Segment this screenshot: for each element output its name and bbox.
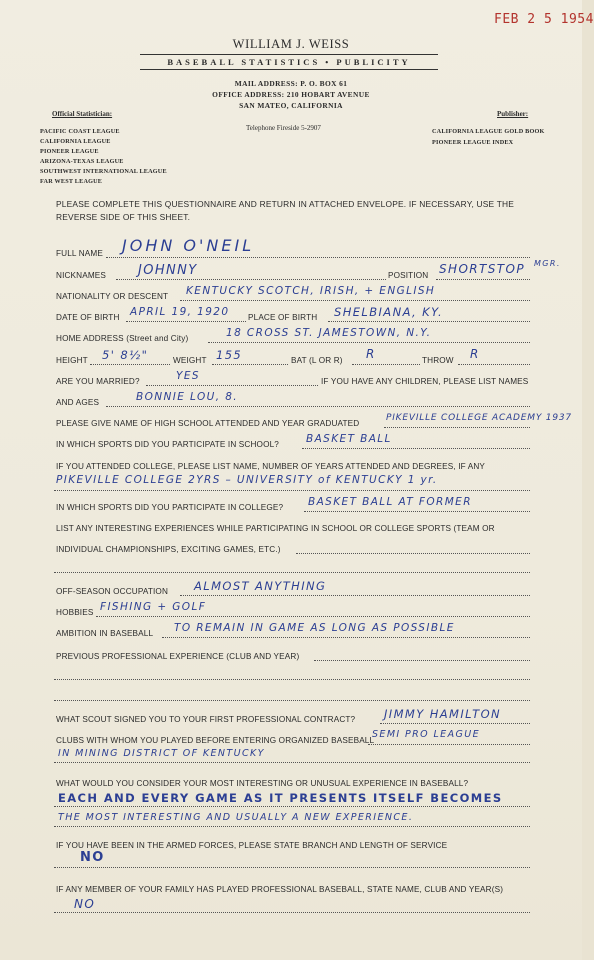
publication-item: CALIFORNIA LEAGUE GOLD BOOK [432,128,545,135]
publication-item: PIONEER LEAGUE INDEX [432,139,514,146]
nationality-line [180,300,530,301]
married-answer: YES [176,370,200,382]
height-answer: 5' 8½" [102,348,149,362]
statistician-heading: Official Statistician: [52,110,113,118]
position-line [436,279,530,280]
league-item: ARIZONA-TEXAS LEAGUE [40,158,124,165]
children-label: IF YOU HAVE ANY CHILDREN, PLEASE LIST NAMES [321,377,529,386]
unusual-answer-2: THE MOST INTERESTING AND USUALLY A NEW EXPERIENCE. [58,812,414,823]
previous-pro-extra-line [54,679,530,680]
scout-label: WHAT SCOUT SIGNED YOU TO YOUR FIRST PROFESSIONAL CONTRACT? [56,715,356,724]
ages-label: AND AGES [56,398,100,407]
college-answer: PIKEVILLE COLLEGE 2YRS – UNIVERSITY of KENTUCKY 1 yr. [56,474,438,486]
family-line [54,912,530,913]
publisher-heading: Publisher: [497,110,529,118]
unusual-line-2 [54,826,530,827]
college-sports-line [304,511,530,512]
office-address: OFFICE ADDRESS: 210 HOBART AVENUE [212,90,370,99]
high-school-label: PLEASE GIVE NAME OF HIGH SCHOOL ATTENDED AND YEAR GRADUATED [56,419,360,428]
full-name-answer: JOHN O'NEIL [122,236,255,255]
clubs-line [368,744,530,745]
league-item: PIONEER LEAGUE [40,148,99,155]
letterhead-banner: BASEBALL STATISTICS • PUBLICITY [140,54,438,70]
throw-answer: R [470,347,480,361]
date-received-stamp: FEB 2 5 1954 [494,12,594,27]
height-label: HEIGHT [56,356,88,365]
instructions-line-1: PLEASE COMPLETE THIS QUESTIONNAIRE AND RETURN IN ATTACHED ENVELOPE. IF NECESSARY, USE THE [56,199,515,209]
offseason-line [180,595,530,596]
league-item: CALIFORNIA LEAGUE [40,138,111,145]
weight-label: WEIGHT [173,356,207,365]
nicknames-line [116,279,386,280]
school-sports-label: IN WHICH SPORTS DID YOU PARTICIPATE IN SCHOOL? [56,440,279,449]
ambition-line [162,637,530,638]
home-address-answer: 18 CROSS ST. JAMESTOWN, N.Y. [226,327,432,339]
pob-answer: SHELBIANA, KY. [334,305,444,319]
armed-forces-label: IF YOU HAVE BEEN IN THE ARMED FORCES, PLEASE STATE BRANCH AND LENGTH OF SERVICE [56,841,448,850]
college-sports-answer: BASKET BALL AT FORMER [308,496,472,508]
pob-line [328,321,530,322]
weight-line [212,364,288,365]
clubs-answer-1: SEMI PRO LEAGUE [372,729,480,740]
telephone: Telephone Fireside 5-2907 [246,124,321,132]
instructions-line-2: REVERSE SIDE OF THIS SHEET. [56,212,191,222]
family-answer: NO [74,897,96,911]
hobbies-answer: FISHING + GOLF [100,601,207,613]
ages-answer: BONNIE LOU, 8. [136,391,239,403]
previous-pro-line [314,660,530,661]
nicknames-answer: JOHNNY [138,263,198,278]
previous-pro-label: PREVIOUS PROFESSIONAL EXPERIENCE (CLUB AND YEAR) [56,652,300,661]
letterhead-name: WILLIAM J. WEISS [232,37,350,51]
throw-line [458,364,530,365]
unusual-label: WHAT WOULD YOU CONSIDER YOUR MOST INTERESTING OR UNUSUAL EXPERIENCE IN BASEBALL? [56,779,469,788]
full-name-label: FULL NAME [56,249,103,258]
scout-answer: JIMMY HAMILTON [384,707,502,721]
married-label: ARE YOU MARRIED? [56,377,140,386]
family-label: IF ANY MEMBER OF YOUR FAMILY HAS PLAYED PROFESSIONAL BASEBALL, STATE NAME, CLUB AND YEAR(S) [56,885,504,894]
league-item: FAR WEST LEAGUE [40,178,103,185]
league-item: SOUTHWEST INTERNATIONAL LEAGUE [40,168,167,175]
dob-answer: APRIL 19, 1920 [130,306,230,318]
ambition-answer: TO REMAIN IN GAME AS LONG AS POSSIBLE [174,622,455,634]
bat-line [352,364,420,365]
ambition-label: AMBITION IN BASEBALL [56,629,154,638]
school-sports-line [302,448,530,449]
mail-address: MAIL ADDRESS: P. O. BOX 61 [234,79,348,88]
full-name-line [106,257,530,258]
height-line [90,364,170,365]
league-item: PACIFIC COAST LEAGUE [40,128,120,135]
hobbies-label: HOBBIES [56,608,94,617]
nicknames-label: NICKNAMES [56,271,107,280]
clubs-label: CLUBS WITH WHOM YOU PLAYED BEFORE ENTERING ORGANIZED BASEBALL [56,736,375,745]
experiences-line [296,553,530,554]
position-answer: SHORTSTOP [439,262,525,276]
nationality-answer: KENTUCKY SCOTCH, IRISH, + ENGLISH [186,285,436,297]
school-sports-answer: BASKET BALL [306,433,392,445]
clubs-answer-2: IN MINING DISTRICT OF KENTUCKY [58,748,265,759]
high-school-answer: PIKEVILLE COLLEGE ACADEMY 1937 [386,413,572,423]
scout-line [380,723,530,724]
nationality-label: NATIONALITY OR DESCENT [56,292,169,301]
position-note: MGR. [534,259,561,268]
city: SAN MATEO, CALIFORNIA [239,101,343,110]
pob-label: PLACE OF BIRTH [248,313,318,322]
college-label: IF YOU ATTENDED COLLEGE, PLEASE LIST NAME, NUMBER OF YEARS ATTENDED AND DEGREES, IF ANY [56,462,486,471]
bat-answer: R [366,347,376,361]
ages-line [106,406,530,407]
throw-label: THROW [422,356,454,365]
home-address-label: HOME ADDRESS (Street and City) [56,334,189,343]
armed-forces-answer: NO [80,850,105,865]
dob-line [126,321,246,322]
position-label: POSITION [388,271,429,280]
clubs-extra-line [54,762,530,763]
offseason-answer: ALMOST ANYTHING [194,579,327,593]
dob-label: DATE OF BIRTH [56,313,120,322]
experiences-label-2: INDIVIDUAL CHAMPIONSHIPS, EXCITING GAMES, ETC.) [56,545,281,554]
bat-label: BAT (L OR R) [291,356,343,365]
high-school-line [384,427,530,428]
married-line [146,385,318,386]
college-sports-label: IN WHICH SPORTS DID YOU PARTICIPATE IN COLLEGE? [56,503,284,512]
previous-pro-extra-line [54,700,530,701]
experiences-extra-line [54,572,530,573]
home-address-line [208,342,530,343]
offseason-label: OFF-SEASON OCCUPATION [56,587,169,596]
college-line [54,490,530,491]
experiences-label-1: LIST ANY INTERESTING EXPERIENCES WHILE PARTICIPATING IN SCHOOL OR COLLEGE SPORTS (TEAM OR [56,524,495,533]
unusual-line-1 [54,806,530,807]
hobbies-line [96,616,530,617]
armed-forces-line [54,867,530,868]
weight-answer: 155 [216,348,243,362]
unusual-answer-1: EACH AND EVERY GAME AS IT PRESENTS ITSELF BECOMES [58,791,503,805]
